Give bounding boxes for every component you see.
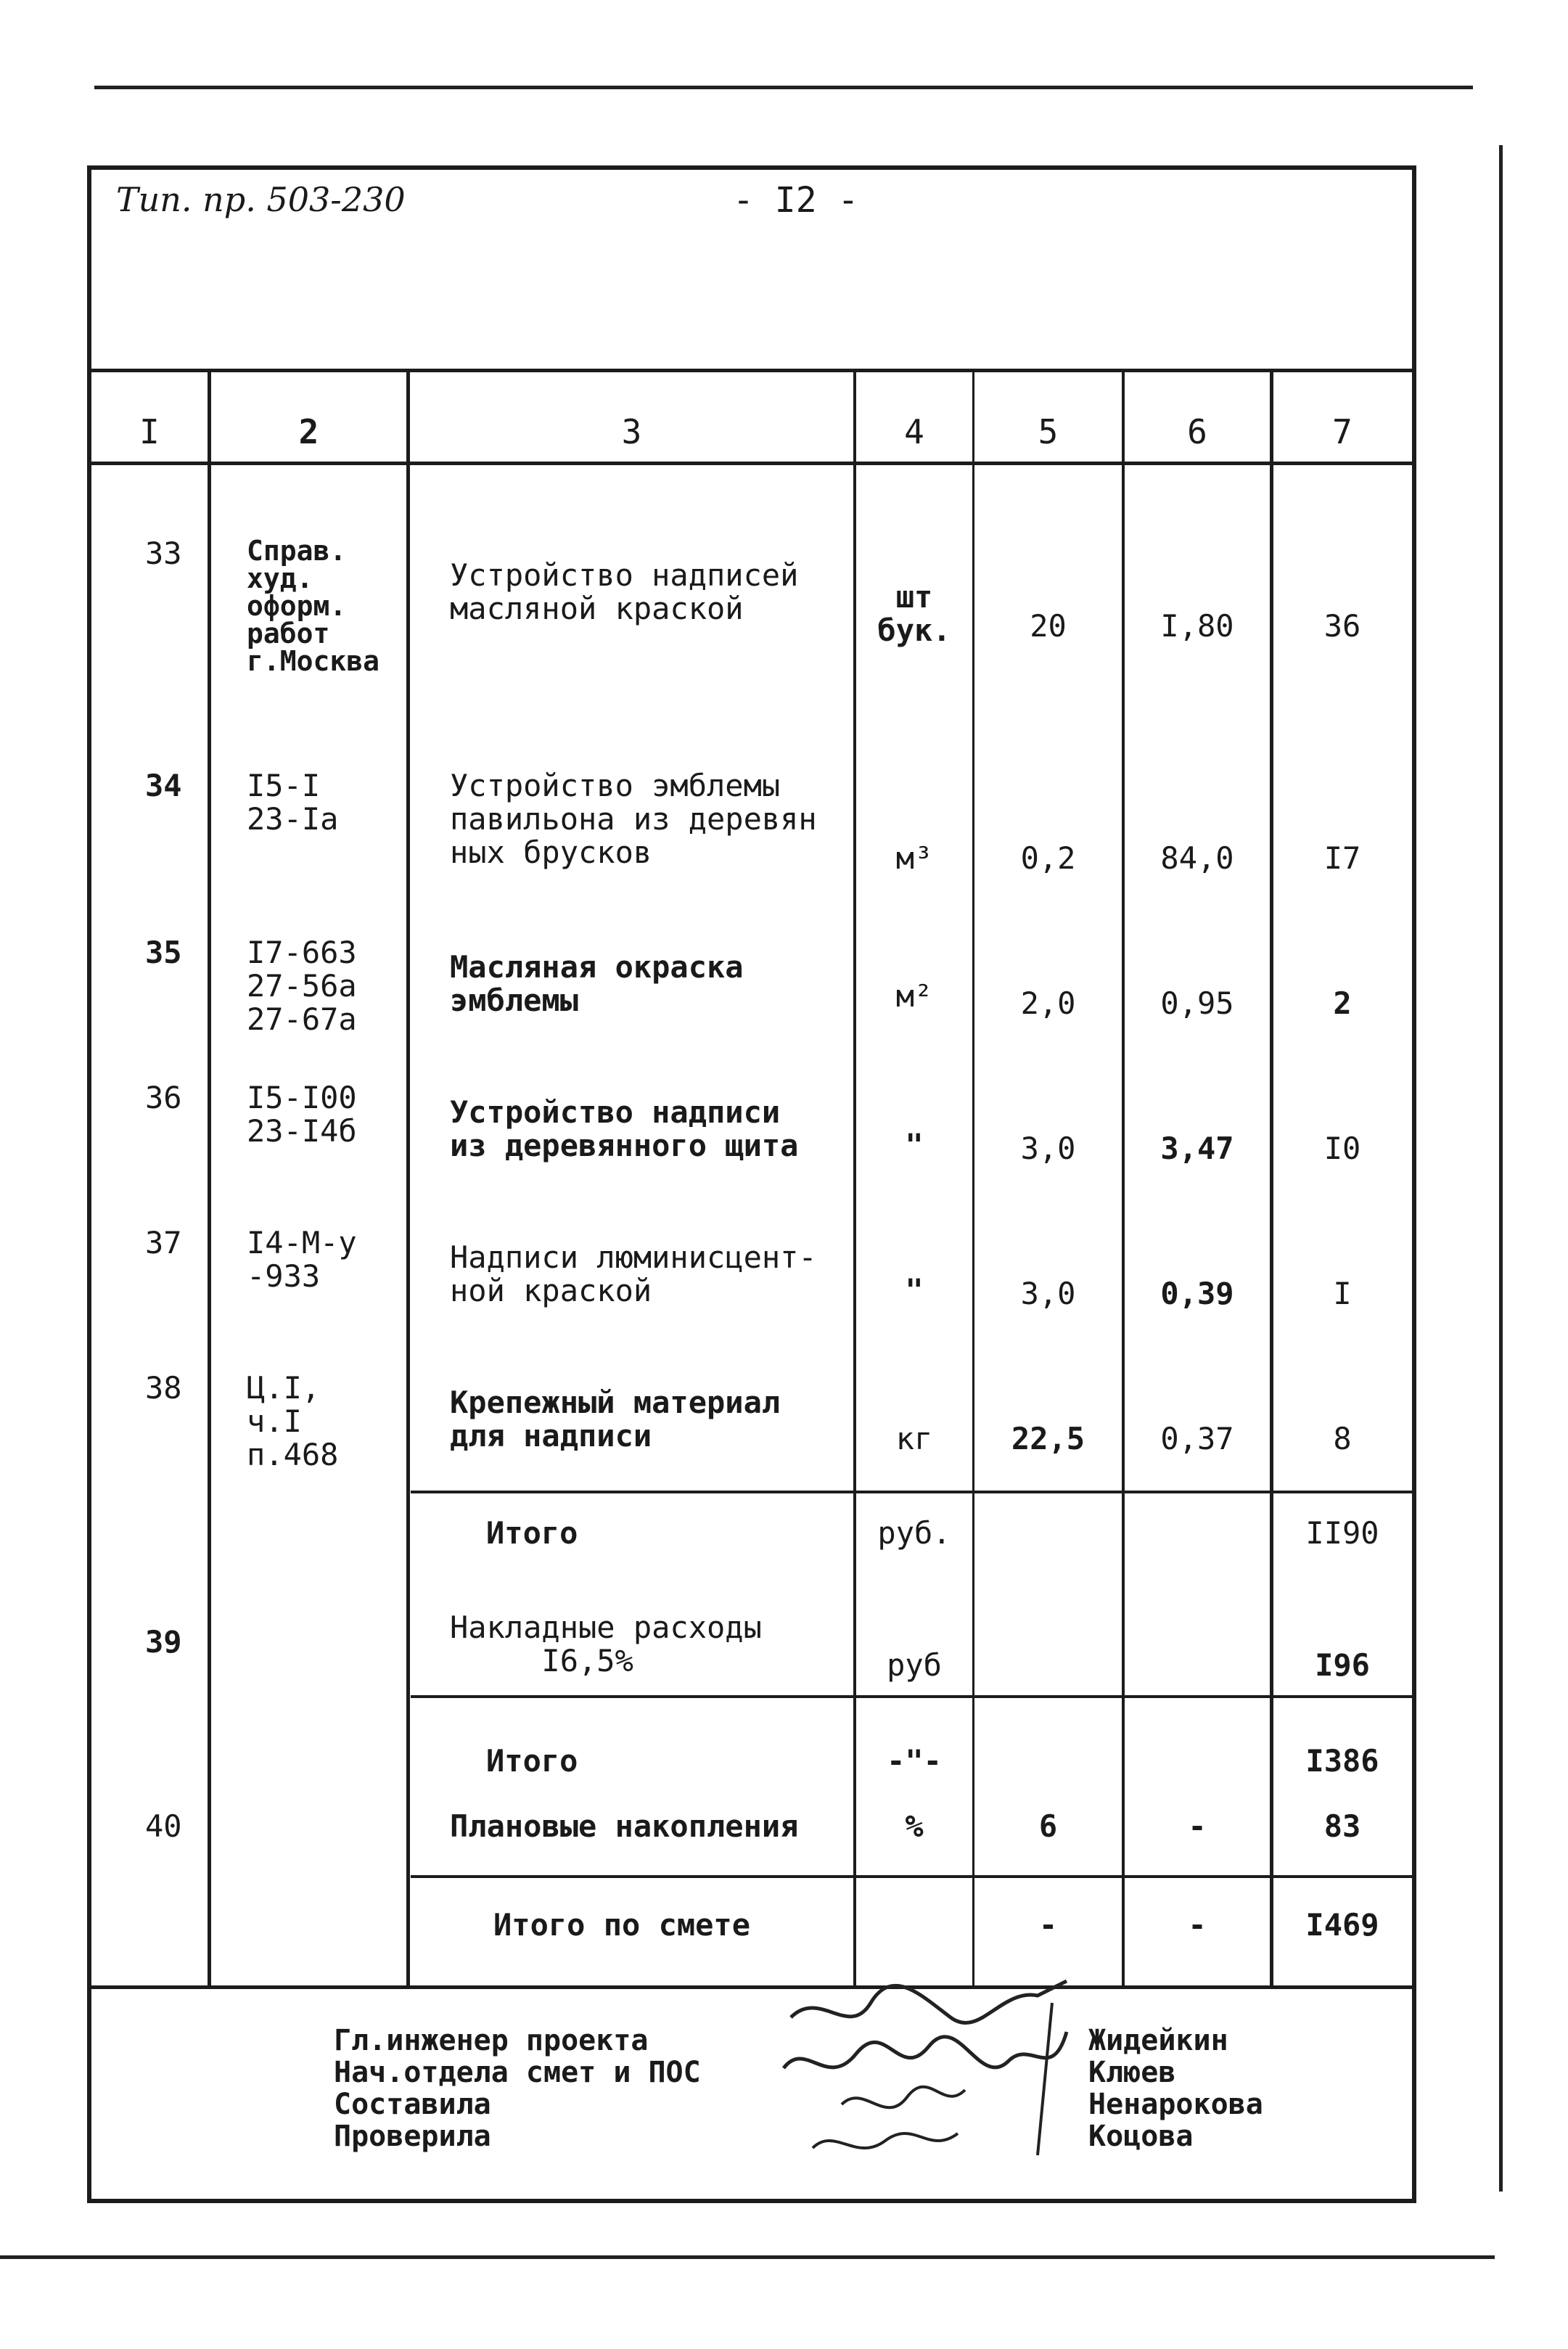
- page-number: - I2 -: [733, 180, 859, 221]
- row-37-sum: I: [1333, 1276, 1352, 1311]
- row-35-name: Масляная окраска эмблемы: [450, 949, 744, 1018]
- bottom-rule: [0, 2255, 1495, 2259]
- row-35-price: 0,95: [1160, 985, 1234, 1021]
- col-header-5: 5: [1038, 412, 1059, 451]
- subtotal-rule-3: [411, 1875, 1412, 1878]
- row-33-ref: Справ. худ. оформ. работ г.Москва: [247, 535, 380, 677]
- grand-total-qty: -: [1038, 1907, 1058, 1943]
- col-header-2: 2: [298, 412, 319, 451]
- row-35-qty: 2,0: [1020, 985, 1076, 1021]
- total-4-price: -: [1188, 1808, 1207, 1844]
- row-34-unit: м³: [895, 840, 933, 876]
- row-34-name: Устройство эмблемы павильона из деревян ных брусков: [450, 768, 817, 870]
- total-3-name: Итого: [486, 1743, 578, 1779]
- subtotal-rule-2: [411, 1695, 1412, 1698]
- row-34-ref: I5-I 23-Iа: [247, 768, 339, 837]
- row-36-ref: I5-I00 23-I4б: [247, 1080, 357, 1149]
- row-35-number: 35: [145, 935, 182, 970]
- subtotal-rule-1: [411, 1491, 1412, 1493]
- row-40-number: 40: [145, 1808, 182, 1844]
- total-2-sum: I96: [1315, 1647, 1370, 1683]
- table-bottom-rule: [91, 1985, 1412, 1989]
- row-37-number: 37: [145, 1225, 182, 1260]
- row-35-sum: 2: [1333, 985, 1352, 1021]
- row-38-price: 0,37: [1160, 1421, 1234, 1456]
- row-36-unit: ": [905, 1127, 924, 1163]
- total-1-name: Итого: [486, 1515, 578, 1551]
- total-1-sum: II90: [1305, 1515, 1379, 1551]
- row-35-ref: I7-663 27-56а 27-67а: [247, 935, 357, 1037]
- row-38-qty: 22,5: [1011, 1421, 1085, 1456]
- signatory-names: Жидейкин Клюев Ненарокова Коцова: [1088, 2024, 1263, 2153]
- row-36-number: 36: [145, 1080, 182, 1115]
- row-38-number: 38: [145, 1370, 182, 1406]
- row-34-number: 34: [145, 768, 182, 803]
- row-37-unit: ": [905, 1272, 924, 1308]
- row-38-unit: кг: [895, 1421, 933, 1456]
- row-36-price: 3,47: [1160, 1131, 1234, 1166]
- row-39-number: 39: [145, 1624, 182, 1660]
- row-38-sum: 8: [1333, 1421, 1352, 1456]
- col-header-6: 6: [1187, 412, 1207, 451]
- total-2-unit: руб: [887, 1647, 942, 1683]
- grand-total-sum: I469: [1305, 1907, 1379, 1943]
- col-header-3: 3: [621, 412, 642, 451]
- col-rule-2: [406, 369, 410, 1987]
- row-36-qty: 3,0: [1020, 1131, 1076, 1166]
- document-frame: [87, 165, 1416, 2203]
- col-header-1: I: [139, 412, 160, 451]
- row-37-ref: I4-М-у -933: [247, 1225, 357, 1294]
- col-header-4: 4: [904, 412, 924, 451]
- row-33-unit: шт бук.: [877, 579, 951, 648]
- row-33-sum: 36: [1323, 608, 1361, 644]
- row-34-qty: 0,2: [1020, 840, 1076, 876]
- total-3-sum: I386: [1305, 1743, 1379, 1779]
- signatory-titles: Гл.инженер проекта Нач.отдела смет и ПОС Составила Проверила: [334, 2024, 701, 2153]
- header-row-rule: [91, 462, 1412, 465]
- handwritten-signatures: [762, 1974, 1088, 2170]
- col-rule-1: [208, 369, 211, 1987]
- grand-total-name: Итого по смете: [493, 1907, 751, 1943]
- row-37-price: 0,39: [1160, 1276, 1234, 1311]
- total-1-unit: руб.: [877, 1515, 951, 1551]
- total-4-name: Плановые накопления: [450, 1808, 799, 1844]
- right-rule: [1499, 145, 1503, 2192]
- row-34-sum: I7: [1323, 840, 1361, 876]
- row-36-name: Устройство надписи из деревянного щита: [450, 1094, 799, 1163]
- row-37-name: Надписи люминисцент- ной краской: [450, 1239, 817, 1308]
- total-3-unit: -"-: [887, 1743, 942, 1779]
- total-2-name: Накладные расходы I6,5%: [450, 1610, 762, 1678]
- row-38-name: Крепежный материал для надписи: [450, 1385, 781, 1454]
- project-code: Тип. пр. 503-230: [116, 180, 406, 219]
- total-4-unit: %: [905, 1808, 924, 1844]
- col-header-7: 7: [1332, 412, 1352, 451]
- total-4-sum: 83: [1323, 1808, 1361, 1844]
- grand-total-price: -: [1188, 1907, 1207, 1943]
- row-37-qty: 3,0: [1020, 1276, 1076, 1311]
- row-34-price: 84,0: [1160, 840, 1234, 876]
- row-33-name: Устройство надписей масляной краской: [450, 557, 799, 626]
- row-33-number: 33: [145, 536, 182, 571]
- row-33-qty: 20: [1030, 608, 1067, 644]
- row-35-unit: м²: [895, 978, 933, 1014]
- row-33-price: I,80: [1160, 608, 1234, 644]
- row-36-sum: I0: [1323, 1131, 1361, 1166]
- table-top-rule: [91, 369, 1412, 372]
- row-38-ref: Ц.I, ч.I п.468: [247, 1370, 339, 1472]
- top-rule: [94, 86, 1473, 89]
- page-header: [94, 174, 1400, 232]
- total-4-qty: 6: [1038, 1808, 1058, 1844]
